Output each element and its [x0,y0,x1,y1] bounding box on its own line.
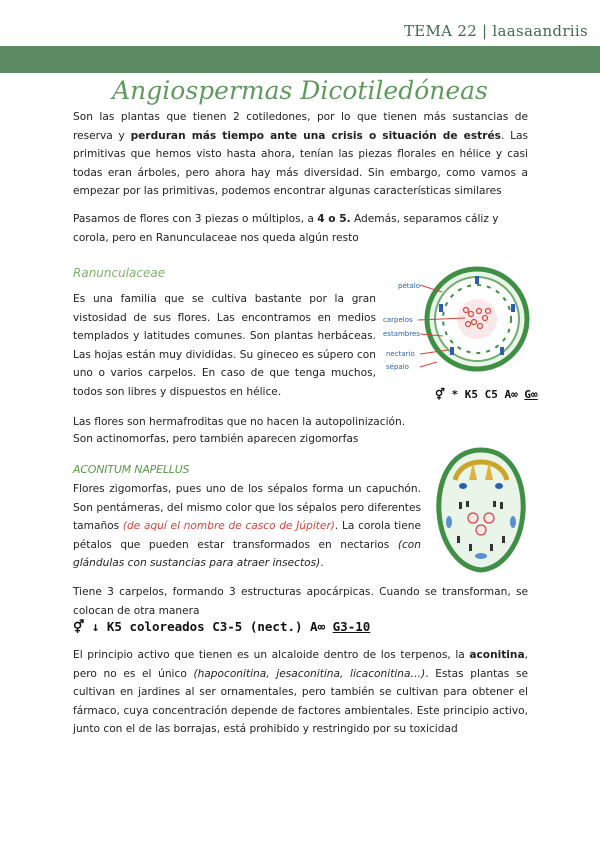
aconitum-paragraph-3: El principio activo que tienen es un alcaloide dentro de los terpenos, la aconitina, pero no es el único (hapoconitina, jesaconitina, licaconitina…). Estas plantas se cultivan en jardines al ser ornamentales, pero también se cultivan para obtener el fármaco, cuya concentración depende de factores ambientales. Este principio activo, junto con el de las borrajas, está prohibido y restringido por su toxicidad [73,649,528,736]
ranunculaceae-paragraph-2: Las flores son hermafroditas que no hacen la autopolinización. [73,416,406,428]
label-sepalo: sépalo [386,363,409,371]
aconitum-paragraph-2: Tiene 3 carpelos, formando 3 estructuras apocárpicas. Cuando se transforman, se colocan de otra manera [73,586,528,617]
header-text: TEMA 22 | laasaandriis [403,22,588,40]
header-author: laasaandriis [492,22,588,40]
intro-paragraph-2: Pasamos de flores con 3 piezas o múltiplos, a 4 o 5. Además, separamos cáliz y corola, pero en Ranunculaceae nos queda algún resto [73,213,499,244]
aconitum-paragraph-1: Flores zigomorfas, pues uno de los sépalos forma un capuchón. Son pentámeras, del mismo color que los sépalos pero diferentes tamaños (de aquí el nombre de casco de Júpiter). La corola tiene pétalos que pueden estar transformados en nectarios (con glándulas con sustancias para atraer insectos). [73,483,422,570]
label-estambres: estambres [383,330,420,338]
page-header [0,0,600,48]
intro-paragraph-1: Son las plantas que tienen 2 cotiledones, por lo que tienen más sustancias de reserva y perduran más tiempo ante una crisis o situación de estrés. Las primitivas que hemos visto hasta ahora, tenían las piezas florales en hélice y casi todas eran árboles, pero ahora hay más diversidad. Sin embargo, como vamos a empezar por las primitivas, podemos encontrar algunas características similares [73,111,528,198]
label-carpelos: carpelos [383,316,413,324]
aconitum-heading: ACONITUM NAPELLUS [73,463,190,476]
ranunculaceae-paragraph: Es una familia que se cultiva bastante por la gran vistosidad de sus flores. Las encontramos en medios templados y latitudes comunes. Son plantas herbáceas. Las hojas están muy divididas. Su gineceo es súpero con uno o varios carpelos. En caso de que tenga muchos, todos son libres y dispuestos en hélice. [73,293,376,398]
aconitum-floral-formula: ⚥ ↓ K5 coloreados C3-5 (nect.) A∞ G3-10 [73,619,371,634]
header-bar [0,46,600,73]
page-title: Angiospermas Dicotiledóneas [112,76,488,105]
ranunculaceae-floral-formula: ⚥ * K5 C5 A∞ G∞ [435,388,538,401]
header-tema: TEMA 22 [403,22,478,40]
ranunculaceae-heading: Ranunculaceae [73,266,166,280]
aconitum-floral-diagram [433,446,529,574]
label-petalo: pétalo [398,282,421,290]
ranunculaceae-paragraph-3: Son actinomorfas, pero también aparecen zigomorfas [73,433,359,445]
label-nectario: nectario [386,350,415,358]
